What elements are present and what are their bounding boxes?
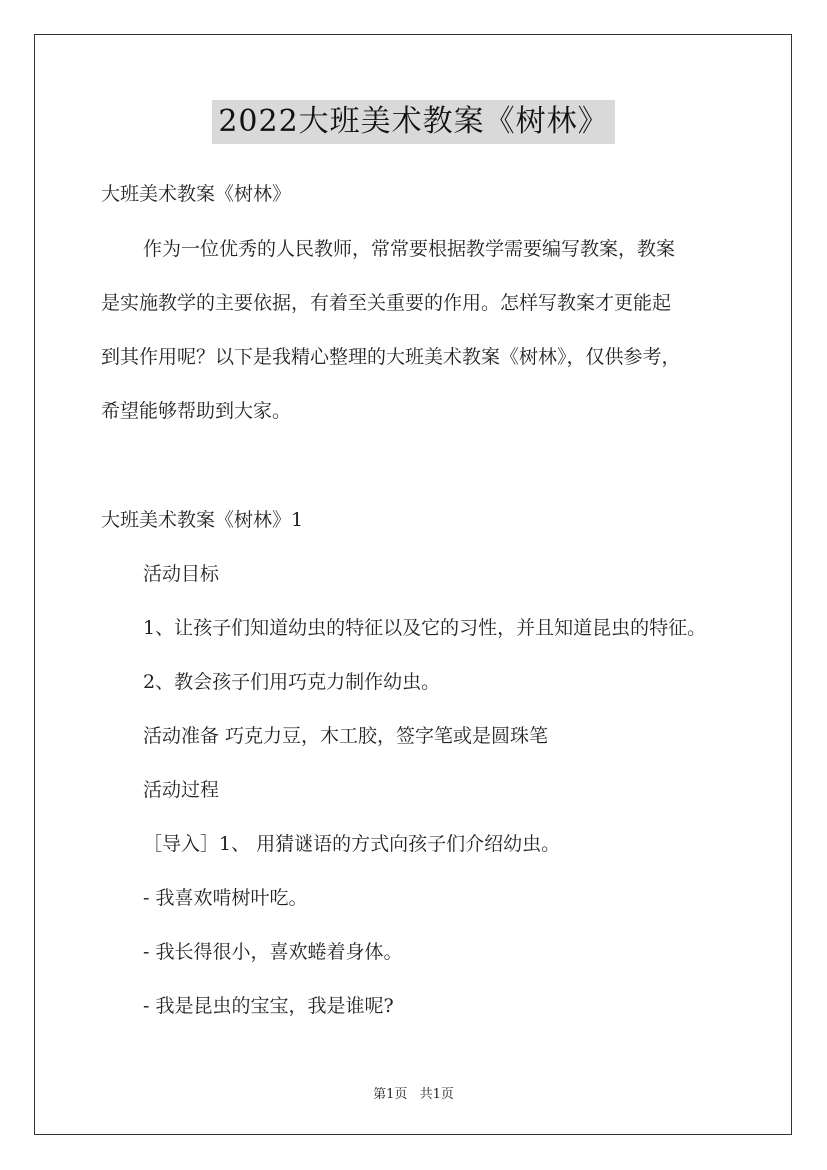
page-number: 第1页 bbox=[373, 1087, 408, 1102]
document-title: 2022大班美术教案《树林》 bbox=[212, 100, 614, 144]
subtitle: 大班美术教案《树林》 bbox=[101, 183, 292, 205]
intro-line-1: 作为一位优秀的人民教师，常常要根据教学需要编写教案，教案 bbox=[143, 238, 676, 260]
list-item: - 我是昆虫的宝宝，我是谁呢? bbox=[143, 995, 394, 1017]
list-item: ［导入］1、 用猜谜语的方式向孩子们介绍幼虫。 bbox=[143, 833, 561, 855]
intro-line-4: 希望能够帮助到大家。 bbox=[101, 400, 292, 422]
list-item: 活动过程 bbox=[143, 779, 220, 801]
section-heading: 大班美术教案《树林》1 bbox=[101, 509, 304, 531]
page-total: 共1页 bbox=[419, 1087, 454, 1102]
list-item: - 我长得很小，喜欢蜷着身体。 bbox=[143, 941, 403, 963]
page-footer bbox=[0, 1083, 827, 1102]
list-item: 活动目标 bbox=[143, 563, 220, 585]
list-item: 1、让孩子们知道幼虫的特征以及它的习性，并且知道昆虫的特征。 bbox=[143, 617, 707, 639]
list-item: - 我喜欢啃树叶吃。 bbox=[143, 887, 308, 909]
intro-line-2: 是实施教学的主要依据，有着至关重要的作用。怎样写教案才更能起 bbox=[101, 292, 672, 314]
list-item: 2、教会孩子们用巧克力制作幼虫。 bbox=[143, 671, 441, 693]
document-title-wrap bbox=[0, 100, 827, 144]
list-item: 活动准备 巧克力豆，木工胶，签字笔或是圆珠笔 bbox=[143, 725, 549, 747]
intro-line-3: 到其作用呢？以下是我精心整理的大班美术教案《树林》，仅供参考， bbox=[101, 346, 681, 368]
